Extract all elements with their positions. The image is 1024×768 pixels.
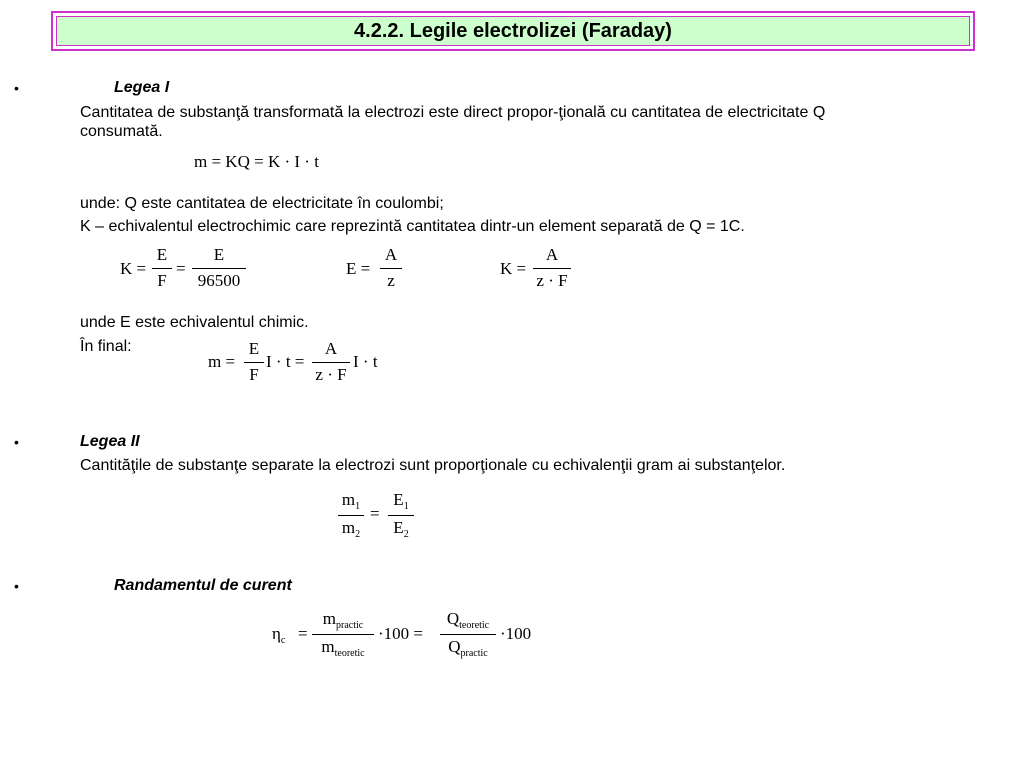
final-frac1-den: F	[244, 362, 264, 385]
k-frac1-num: E	[156, 245, 168, 264]
k-formula-eq: =	[176, 259, 186, 278]
final-frac2-den: z · F	[312, 362, 350, 385]
k2-fraction	[533, 245, 571, 291]
efficiency-lhs: $\eta_c$	[272, 624, 286, 646]
final-formula-tail: I · t	[353, 352, 378, 371]
where-q-text: unde: Q este cantitatea de electricitate în coulombi;	[80, 195, 444, 212]
ratio-eq-sign: =	[370, 504, 380, 523]
title-frame	[51, 11, 975, 51]
where-k-text: K – echivalentul electrochimic care reprezintă cantitatea dintr-un element separată de Q = 1C.	[80, 218, 745, 235]
ratio-e-den: $E_2$	[388, 515, 414, 540]
law1-line1: Cantitatea de substanţă transformată la electrozi este direct propor-ţională cu cantitatea de electricitate Q	[80, 104, 826, 121]
efficiency-tail: ·100	[500, 624, 532, 643]
bullet-law1: •	[14, 80, 19, 96]
ratio-e-fraction	[388, 490, 414, 540]
law3-heading: Randamentul de curent	[114, 577, 292, 594]
final-fraction-2	[312, 339, 350, 385]
final-formula-mid: I · t =	[266, 352, 305, 371]
efficiency-m-den: $m_{teoretic}$	[312, 634, 374, 659]
law2-heading: Legea II	[80, 433, 140, 450]
ratio-e-num: $E_1$	[393, 490, 409, 512]
k2-frac-den: z · F	[533, 268, 571, 291]
k-fraction-2	[192, 245, 246, 291]
ratio-m-num: $m_1$	[341, 490, 361, 512]
final-frac2-num: A	[324, 339, 338, 358]
law1-line2: consumată.	[80, 123, 163, 140]
where-e-text: unde E este echivalentul chimic.	[80, 314, 309, 331]
slide-title: 4.2.2. Legile electrolizei (Faraday)	[56, 16, 970, 46]
e-formula-lhs: E =	[346, 259, 371, 278]
k2-frac-num: A	[545, 245, 559, 264]
efficiency-q-fraction	[440, 609, 496, 659]
final-label: În final:	[80, 338, 132, 355]
ratio-m-fraction	[338, 490, 364, 540]
k-frac1-den: F	[152, 268, 172, 291]
efficiency-eq-sign: =	[298, 624, 308, 643]
k-fraction-1	[152, 245, 172, 291]
ratio-m-den: $m_2$	[338, 515, 364, 540]
efficiency-m-num: $m_{practic}$	[322, 609, 364, 631]
bullet-law3: •	[14, 578, 19, 594]
bullet-law2: •	[14, 434, 19, 450]
final-fraction-1	[244, 339, 264, 385]
final-formula-lhs: m =	[208, 352, 236, 371]
law2-line1: Cantităţile de substanţe separate la electrozi sunt proporţionale cu echivalenţii gram ai substanţelor.	[80, 457, 786, 474]
formula-m-kq: m = KQ = K · I · t	[194, 152, 319, 171]
final-frac1-num: E	[248, 339, 260, 358]
efficiency-q-den: $Q_{practic}$	[440, 634, 496, 659]
efficiency-m-fraction	[312, 609, 374, 659]
e-frac-num: A	[384, 245, 398, 264]
k-formula-lhs: K =	[120, 259, 147, 278]
k-frac2-den: 96500	[192, 268, 246, 291]
law1-heading: Legea I	[114, 79, 170, 96]
efficiency-mid: ·100 =	[378, 624, 423, 643]
e-fraction	[380, 245, 402, 291]
k-frac2-num: E	[213, 245, 225, 264]
e-frac-den: z	[380, 268, 402, 291]
k2-formula-lhs: K =	[500, 259, 527, 278]
efficiency-q-num: $Q_{teoretic}$	[446, 609, 490, 631]
